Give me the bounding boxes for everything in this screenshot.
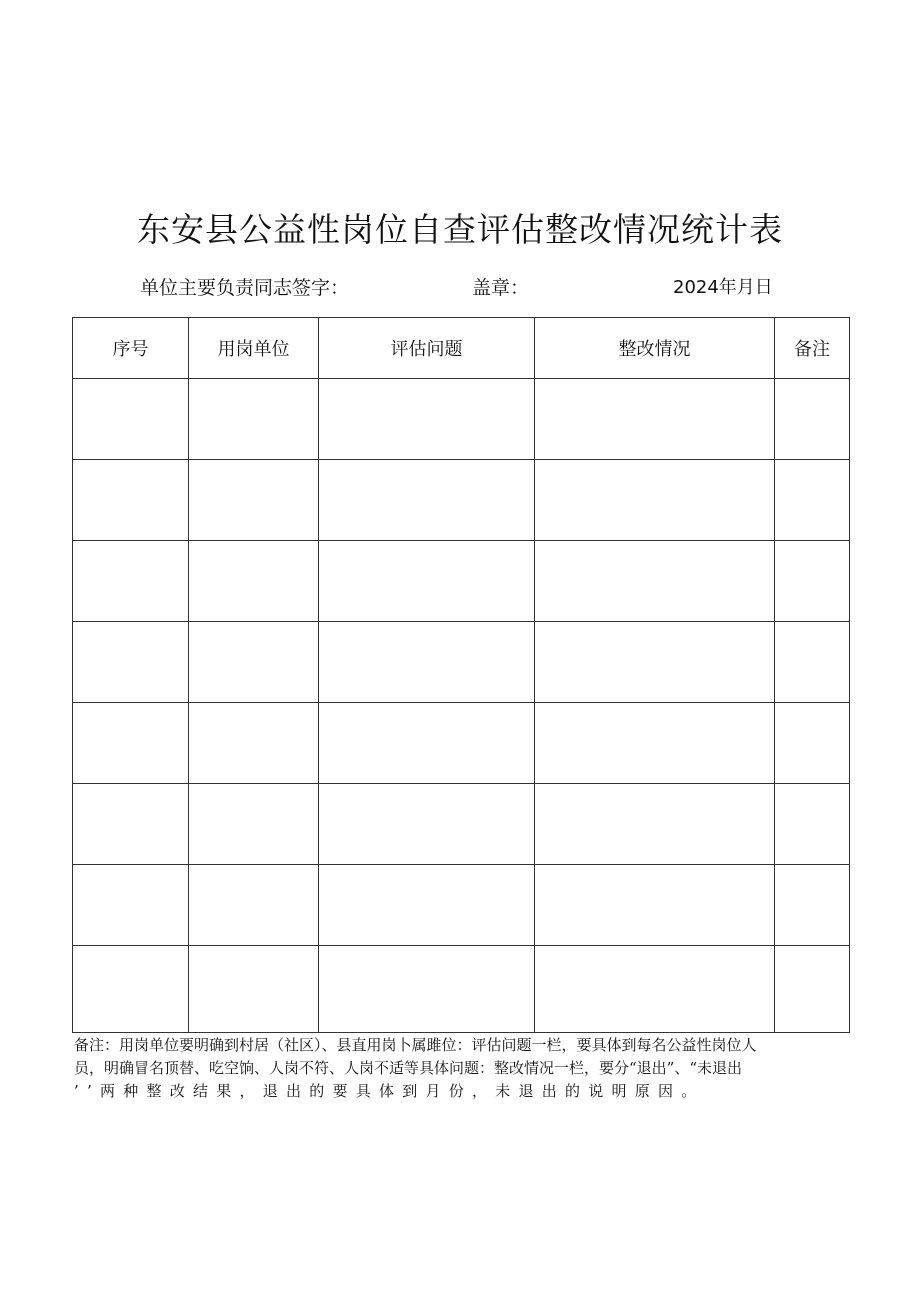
date-label: 2024年月日	[673, 277, 773, 298]
table-row	[73, 622, 850, 703]
column-header-serial: 序号	[73, 318, 189, 379]
document-title: 东安县公益性岗位自查评估整改情况统计表	[137, 210, 783, 249]
footnote-line: 备注：用岗单位要明确到村居（社区）、县直用岗卜属雎位：评估问题一栏，要具体到每名公益性岗位人	[74, 1036, 757, 1054]
table-cell[interactable]	[775, 379, 850, 460]
table-cell[interactable]	[535, 541, 775, 622]
table-cell[interactable]	[189, 946, 319, 1033]
table-cell[interactable]	[775, 541, 850, 622]
table-cell[interactable]	[189, 541, 319, 622]
table-cell[interactable]	[775, 703, 850, 784]
table-row	[73, 946, 850, 1033]
table-cell[interactable]	[319, 460, 535, 541]
table-cell[interactable]	[775, 946, 850, 1033]
table-cell[interactable]	[73, 622, 189, 703]
table-row	[73, 784, 850, 865]
table-cell[interactable]	[319, 379, 535, 460]
table-cell[interactable]	[73, 703, 189, 784]
table-cell[interactable]	[319, 946, 535, 1033]
table-row	[73, 460, 850, 541]
footnote	[74, 1034, 850, 1103]
table-cell[interactable]	[319, 622, 535, 703]
table-cell[interactable]	[189, 379, 319, 460]
table-cell[interactable]	[73, 541, 189, 622]
table-cell[interactable]	[73, 460, 189, 541]
table-cell[interactable]	[775, 784, 850, 865]
table-cell[interactable]	[775, 865, 850, 946]
leader-signature-label: 单位主要负责同志签字：	[140, 277, 350, 299]
table-cell[interactable]	[189, 865, 319, 946]
statistics-table	[72, 317, 850, 1033]
table-cell[interactable]	[189, 622, 319, 703]
table-cell[interactable]	[535, 946, 775, 1033]
column-header-employer: 用岗单位	[189, 318, 319, 379]
table-cell[interactable]	[73, 946, 189, 1033]
column-header-rectification: 整改情况	[535, 318, 775, 379]
table-cell[interactable]	[189, 784, 319, 865]
table-cell[interactable]	[319, 541, 535, 622]
table-cell[interactable]	[535, 703, 775, 784]
table-cell[interactable]	[535, 784, 775, 865]
table-row	[73, 541, 850, 622]
table-cell[interactable]	[73, 379, 189, 460]
table-row	[73, 703, 850, 784]
table-cell[interactable]	[319, 865, 535, 946]
seal-label: 盖章：	[472, 277, 530, 299]
table-header-row	[73, 318, 850, 379]
table-cell[interactable]	[319, 703, 535, 784]
table-cell[interactable]	[189, 460, 319, 541]
footnote-line: 员，明确冒名顶替、吃空饷、人岗不符、人岗不适等具体问题：整改情况一栏，要分“退出”、“未退出	[74, 1059, 743, 1077]
table-cell[interactable]	[189, 703, 319, 784]
footnote-line: ’’两种整改结果，退出的要具体到月份，未退出的说明原因。	[74, 1082, 705, 1100]
table-row	[73, 379, 850, 460]
table-cell[interactable]	[775, 622, 850, 703]
table-cell[interactable]	[535, 622, 775, 703]
table-cell[interactable]	[535, 460, 775, 541]
table-cell[interactable]	[73, 784, 189, 865]
table-cell[interactable]	[775, 460, 850, 541]
table-cell[interactable]	[73, 865, 189, 946]
table-row	[73, 865, 850, 946]
table-cell[interactable]	[319, 784, 535, 865]
table-cell[interactable]	[535, 865, 775, 946]
table-cell[interactable]	[535, 379, 775, 460]
column-header-remarks: 备注	[775, 318, 850, 379]
column-header-issues: 评估问题	[319, 318, 535, 379]
